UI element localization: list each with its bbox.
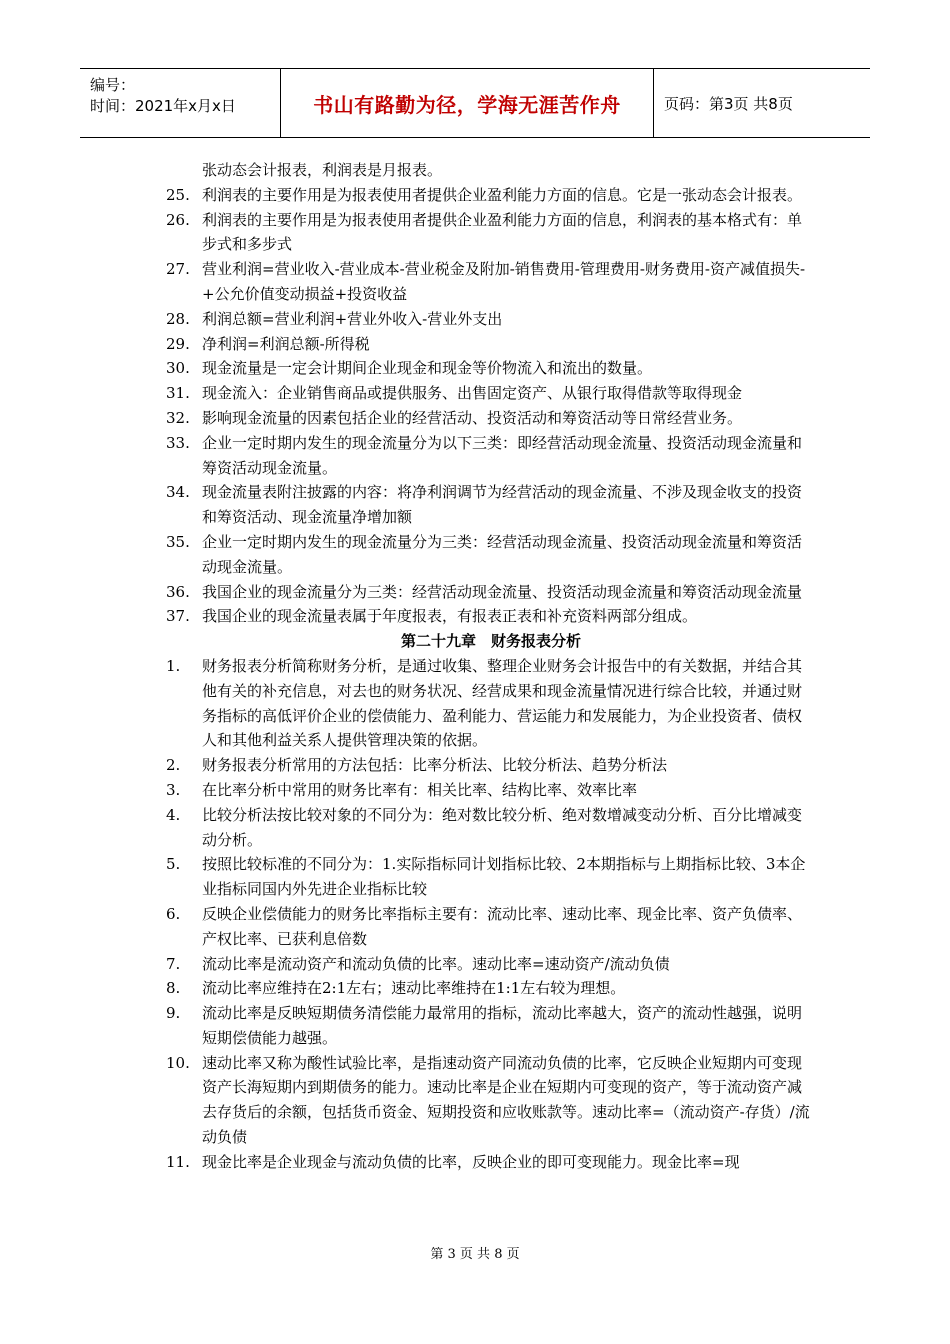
list-section-a: [166, 183, 816, 629]
item-number: 25.: [166, 185, 190, 204]
item-text: 我国企业的现金流量表属于年度报表，有报表正表和补充资料两部分组成。: [202, 607, 698, 626]
header-motto: 书山有路勤为径，学海无涯苦作舟: [281, 69, 654, 137]
item-number: 4.: [166, 805, 181, 824]
item-number: 5.: [166, 855, 181, 874]
item-number: 32.: [166, 408, 190, 427]
list-item: [166, 480, 816, 530]
list-section-b: [166, 654, 816, 1175]
list-item: [166, 406, 816, 431]
item-number: 29.: [166, 334, 190, 353]
page-header: [80, 68, 870, 138]
item-text: 现金流入：企业销售商品或提供服务、出售固定资产、从银行取得借款等取得现金: [202, 384, 743, 403]
list-item: [166, 803, 816, 853]
item-number: 34.: [166, 483, 190, 502]
continuation-text: 张动态会计报表，利润表是月报表。: [202, 161, 443, 179]
list-item: [166, 307, 816, 332]
chapter-title: 第二十九章 财务报表分析: [400, 632, 581, 651]
item-number: 26.: [166, 210, 190, 229]
list-item: [166, 604, 816, 629]
code-label: 编号：: [90, 76, 136, 94]
item-text: 在比率分析中常用的财务比率有：相关比率、结构比率、效率比率: [202, 780, 638, 799]
item-number: 1.: [166, 656, 181, 675]
item-text: 流动比率应维持在2:1左右；速动比率维持在1:1左右较为理想。: [202, 979, 626, 998]
item-text: 影响现金流量的因素包括企业的经营活动、投资活动和筹资活动等日常经营业务。: [202, 408, 743, 427]
item-text: 净利润=利润总额-所得税: [202, 334, 370, 353]
item-number: 37.: [166, 607, 190, 626]
list-item: [166, 431, 816, 481]
list-item: [166, 530, 816, 580]
header-page-label: 页码：第3页 共8页: [664, 94, 793, 113]
item-text: 流动比率是反映短期债务清偿能力最常用的指标，流动比率越大，资产的流动性越强，说明短期偿债能力越强。: [202, 1004, 803, 1047]
item-text: 比较分析法按比较对象的不同分为：绝对数比较分析、绝对数增减变动分析、百分比增减变动分析。: [202, 805, 803, 849]
list-item: [166, 654, 816, 753]
item-text: 财务报表分析常用的方法包括：比率分析法、比较分析法、趋势分析法: [202, 756, 668, 775]
list-item: [166, 952, 816, 977]
item-text: 现金比率是企业现金与流动负债的比率，反映企业的即可变现能力。现金比率=现: [202, 1152, 740, 1171]
item-text: 速动比率又称为酸性试验比率，是指速动资产同流动负债的比率，它反映企业短期内可变现资产长海短期内到期债务的能力。速动比率是企业在短期内可变现的资产，等于流动资产减去存货后的余额，包括货币资金、短期投资和应收账款等。速动比率=（流动资产-存货）/流动负债: [202, 1053, 810, 1147]
list-item: [166, 1150, 816, 1175]
item-number: 33.: [166, 433, 190, 452]
list-item: [166, 753, 816, 778]
item-text: 按照比较标准的不同分为：1.实际指标同计划指标比较、2本期指标与上期指标比较、3本企业指标同国内外先进企业指标比较: [202, 855, 806, 899]
list-item: [166, 257, 816, 307]
list-item: [166, 356, 816, 381]
item-number: 30.: [166, 359, 190, 378]
list-item: [166, 183, 816, 208]
item-text: 反映企业偿债能力的财务比率指标主要有：流动比率、速动比率、现金比率、资产负债率、产权比率、已获利息倍数: [202, 904, 803, 948]
item-number: 10.: [166, 1053, 190, 1072]
item-text: 流动比率是流动资产和流动负债的比率。速动比率=速动资产/流动负债: [202, 954, 670, 973]
document-body: [166, 158, 816, 1175]
item-number: 27.: [166, 260, 190, 279]
list-item: [166, 852, 816, 902]
item-number: 9.: [166, 1004, 181, 1023]
item-number: 6.: [166, 904, 181, 923]
page-footer: 第 3 页 共 8 页: [430, 1247, 520, 1262]
list-item: [166, 1001, 816, 1051]
list-item: [166, 1051, 816, 1150]
item-number: 28.: [166, 309, 190, 328]
item-text: 企业一定时期内发生的现金流量分为三类：经营活动现金流量、投资活动现金流量和筹资活动现金流量。: [202, 532, 803, 576]
item-number: 35.: [166, 532, 190, 551]
item-number: 7.: [166, 954, 181, 973]
list-item: [166, 332, 816, 357]
date-label: 时间：2021年x月x日: [90, 97, 236, 115]
item-text: 现金流量是一定会计期间企业现金和现金等价物流入和流出的数量。: [202, 359, 653, 378]
item-number: 11.: [166, 1152, 190, 1171]
list-item: [166, 976, 816, 1001]
item-number: 36.: [166, 582, 190, 601]
list-item: [166, 902, 816, 952]
item-text: 利润表的主要作用是为报表使用者提供企业盈利能力方面的信息，利润表的基本格式有：单步式和多步式: [202, 210, 803, 254]
item-text: 营业利润=营业收入-营业成本-营业税金及附加-销售费用-管理费用-财务费用-资产减值损失-+公允价值变动损益+投资收益: [202, 260, 806, 303]
item-number: 8.: [166, 979, 181, 998]
item-number: 2.: [166, 756, 181, 775]
item-number: 31.: [166, 384, 190, 403]
item-text: 利润表的主要作用是为报表使用者提供企业盈利能力方面的信息。它是一张动态会计报表。: [202, 185, 803, 204]
item-text: 我国企业的现金流量分为三类：经营活动现金流量、投资活动现金流量和筹资活动现金流量: [202, 582, 803, 601]
item-text: 财务报表分析简称财务分析，是通过收集、整理企业财务会计报告中的有关数据，并结合其他有关的补充信息，对去也的财务状况、经营成果和现金流量情况进行综合比较，并通过财务指标的高低评价企业的偿债能力、盈利能力、营运能力和发展能力，为企业投资者、债权人和其他利益关系人提供管理决策的依据。: [202, 656, 803, 750]
item-text: 企业一定时期内发生的现金流量分为以下三类：即经营活动现金流量、投资活动现金流量和筹资活动现金流量。: [202, 433, 803, 477]
item-text: 现金流量表附注披露的内容：将净利润调节为经营活动的现金流量、不涉及现金收支的投资和筹资活动、现金流量净增加额: [202, 483, 803, 527]
header-info-cell: [80, 69, 281, 137]
list-item: [166, 208, 816, 258]
item-text: 利润总额=营业利润+营业外收入-营业外支出: [202, 309, 503, 328]
list-item: [166, 381, 816, 406]
list-item: [166, 580, 816, 605]
list-item: [166, 778, 816, 803]
item-number: 3.: [166, 780, 181, 799]
